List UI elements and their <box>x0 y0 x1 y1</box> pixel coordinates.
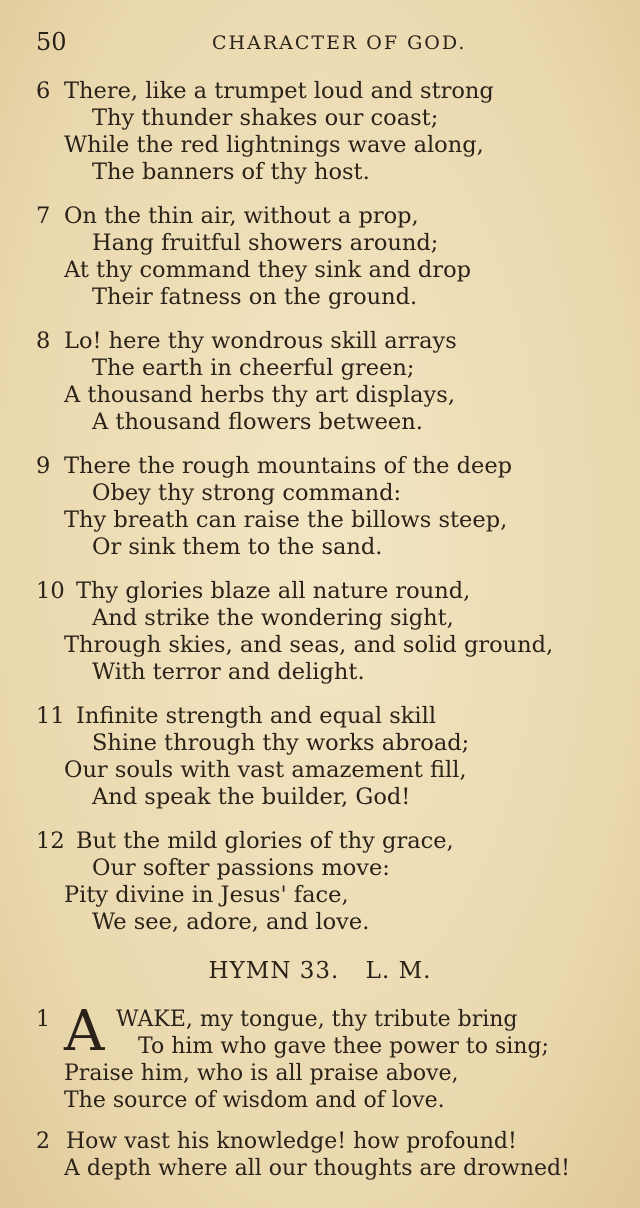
verse-line: We see, adore, and love. <box>92 909 370 935</box>
verse-line: Pity divine in Jesus' face, <box>64 882 349 908</box>
verse-line: Obey thy strong command: <box>92 480 402 506</box>
verse-line: With terror and delight. <box>92 659 365 685</box>
stanza-6 <box>0 78 640 186</box>
stanza-9 <box>0 453 640 561</box>
verse-line: A depth where all our thoughts are drowned! <box>64 1156 570 1181</box>
hymn-33-text <box>0 999 640 1199</box>
verse-line: While the red lightnings wave along, <box>64 132 484 158</box>
hymn-title: HYMN 33. <box>208 958 340 984</box>
stanza-number: 10 <box>36 578 65 604</box>
verse-line: Lo! here thy wondrous skill arrays <box>64 328 457 354</box>
page-number: 50 <box>36 28 67 56</box>
verse-line: Their fatness on the ground. <box>92 284 418 310</box>
stanza-number: 12 <box>36 828 65 854</box>
page-header <box>36 28 610 62</box>
stanza-12 <box>0 828 640 936</box>
verse-line: And speak the builder, God! <box>92 784 411 810</box>
verse-line: There, like a trumpet loud and strong <box>64 78 494 104</box>
stanza-8 <box>0 328 640 436</box>
verse-line: Thy glories blaze all nature round, <box>76 578 471 604</box>
verse-line: The source of wisdom and of love. <box>64 1088 445 1113</box>
stanza-7 <box>0 203 640 311</box>
verse-line: But the mild glories of thy grace, <box>76 828 454 854</box>
stanza-number: 6 <box>36 78 51 104</box>
verse-line: Infinite strength and equal skill <box>76 703 437 729</box>
verse-line: How vast his knowledge! how profound! <box>66 1129 517 1154</box>
hymn-33-stanza-2 <box>0 1128 640 1182</box>
verse-line: On the thin air, without a prop, <box>64 203 419 229</box>
verse-line: Our softer passions move: <box>92 855 390 881</box>
verse-line: A thousand herbs thy art displays, <box>64 382 455 408</box>
stanza-number: 9 <box>36 453 51 479</box>
hymn-text <box>0 78 640 953</box>
running-title: CHARACTER OF GOD. <box>212 32 467 54</box>
verse-line: To him who gave thee power to sing; <box>138 1034 549 1059</box>
stanza-number: 1 <box>36 1007 50 1032</box>
verse-line: Shine through thy works abroad; <box>92 730 470 756</box>
verse-line: WAKE, my tongue, thy tribute bring <box>116 1007 518 1032</box>
hymn-33-stanza-1 <box>0 999 640 1114</box>
verse-line: There the rough mountains of the deep <box>64 453 513 479</box>
drop-cap: A <box>64 999 105 1064</box>
verse-line: A thousand flowers between. <box>92 409 423 435</box>
verse-line: Thy thunder shakes our coast; <box>92 105 439 131</box>
verse-line: The earth in cheerful green; <box>92 355 415 381</box>
verse-line: Or sink them to the sand. <box>92 534 383 560</box>
stanza-number: 11 <box>36 703 65 729</box>
stanza-number: 7 <box>36 203 51 229</box>
stanza-number: 8 <box>36 328 51 354</box>
verse-line: Our souls with vast amazement fill, <box>64 757 467 783</box>
stanza-10 <box>0 578 640 686</box>
stanza-11 <box>0 703 640 811</box>
stanza-number: 2 <box>36 1129 50 1154</box>
verse-line: Hang fruitful showers around; <box>92 230 439 256</box>
verse-line: Praise him, who is all praise above, <box>64 1061 459 1086</box>
verse-line: At thy command they sink and drop <box>64 257 472 283</box>
verse-line: Through skies, and seas, and solid ground, <box>64 632 554 658</box>
verse-line: And strike the wondering sight, <box>92 605 454 631</box>
hymn-heading <box>0 958 640 984</box>
verse-line: Thy breath can raise the billows steep, <box>64 507 508 533</box>
hymn-meter: L. M. <box>365 958 432 984</box>
verse-line: The banners of thy host. <box>92 159 370 185</box>
